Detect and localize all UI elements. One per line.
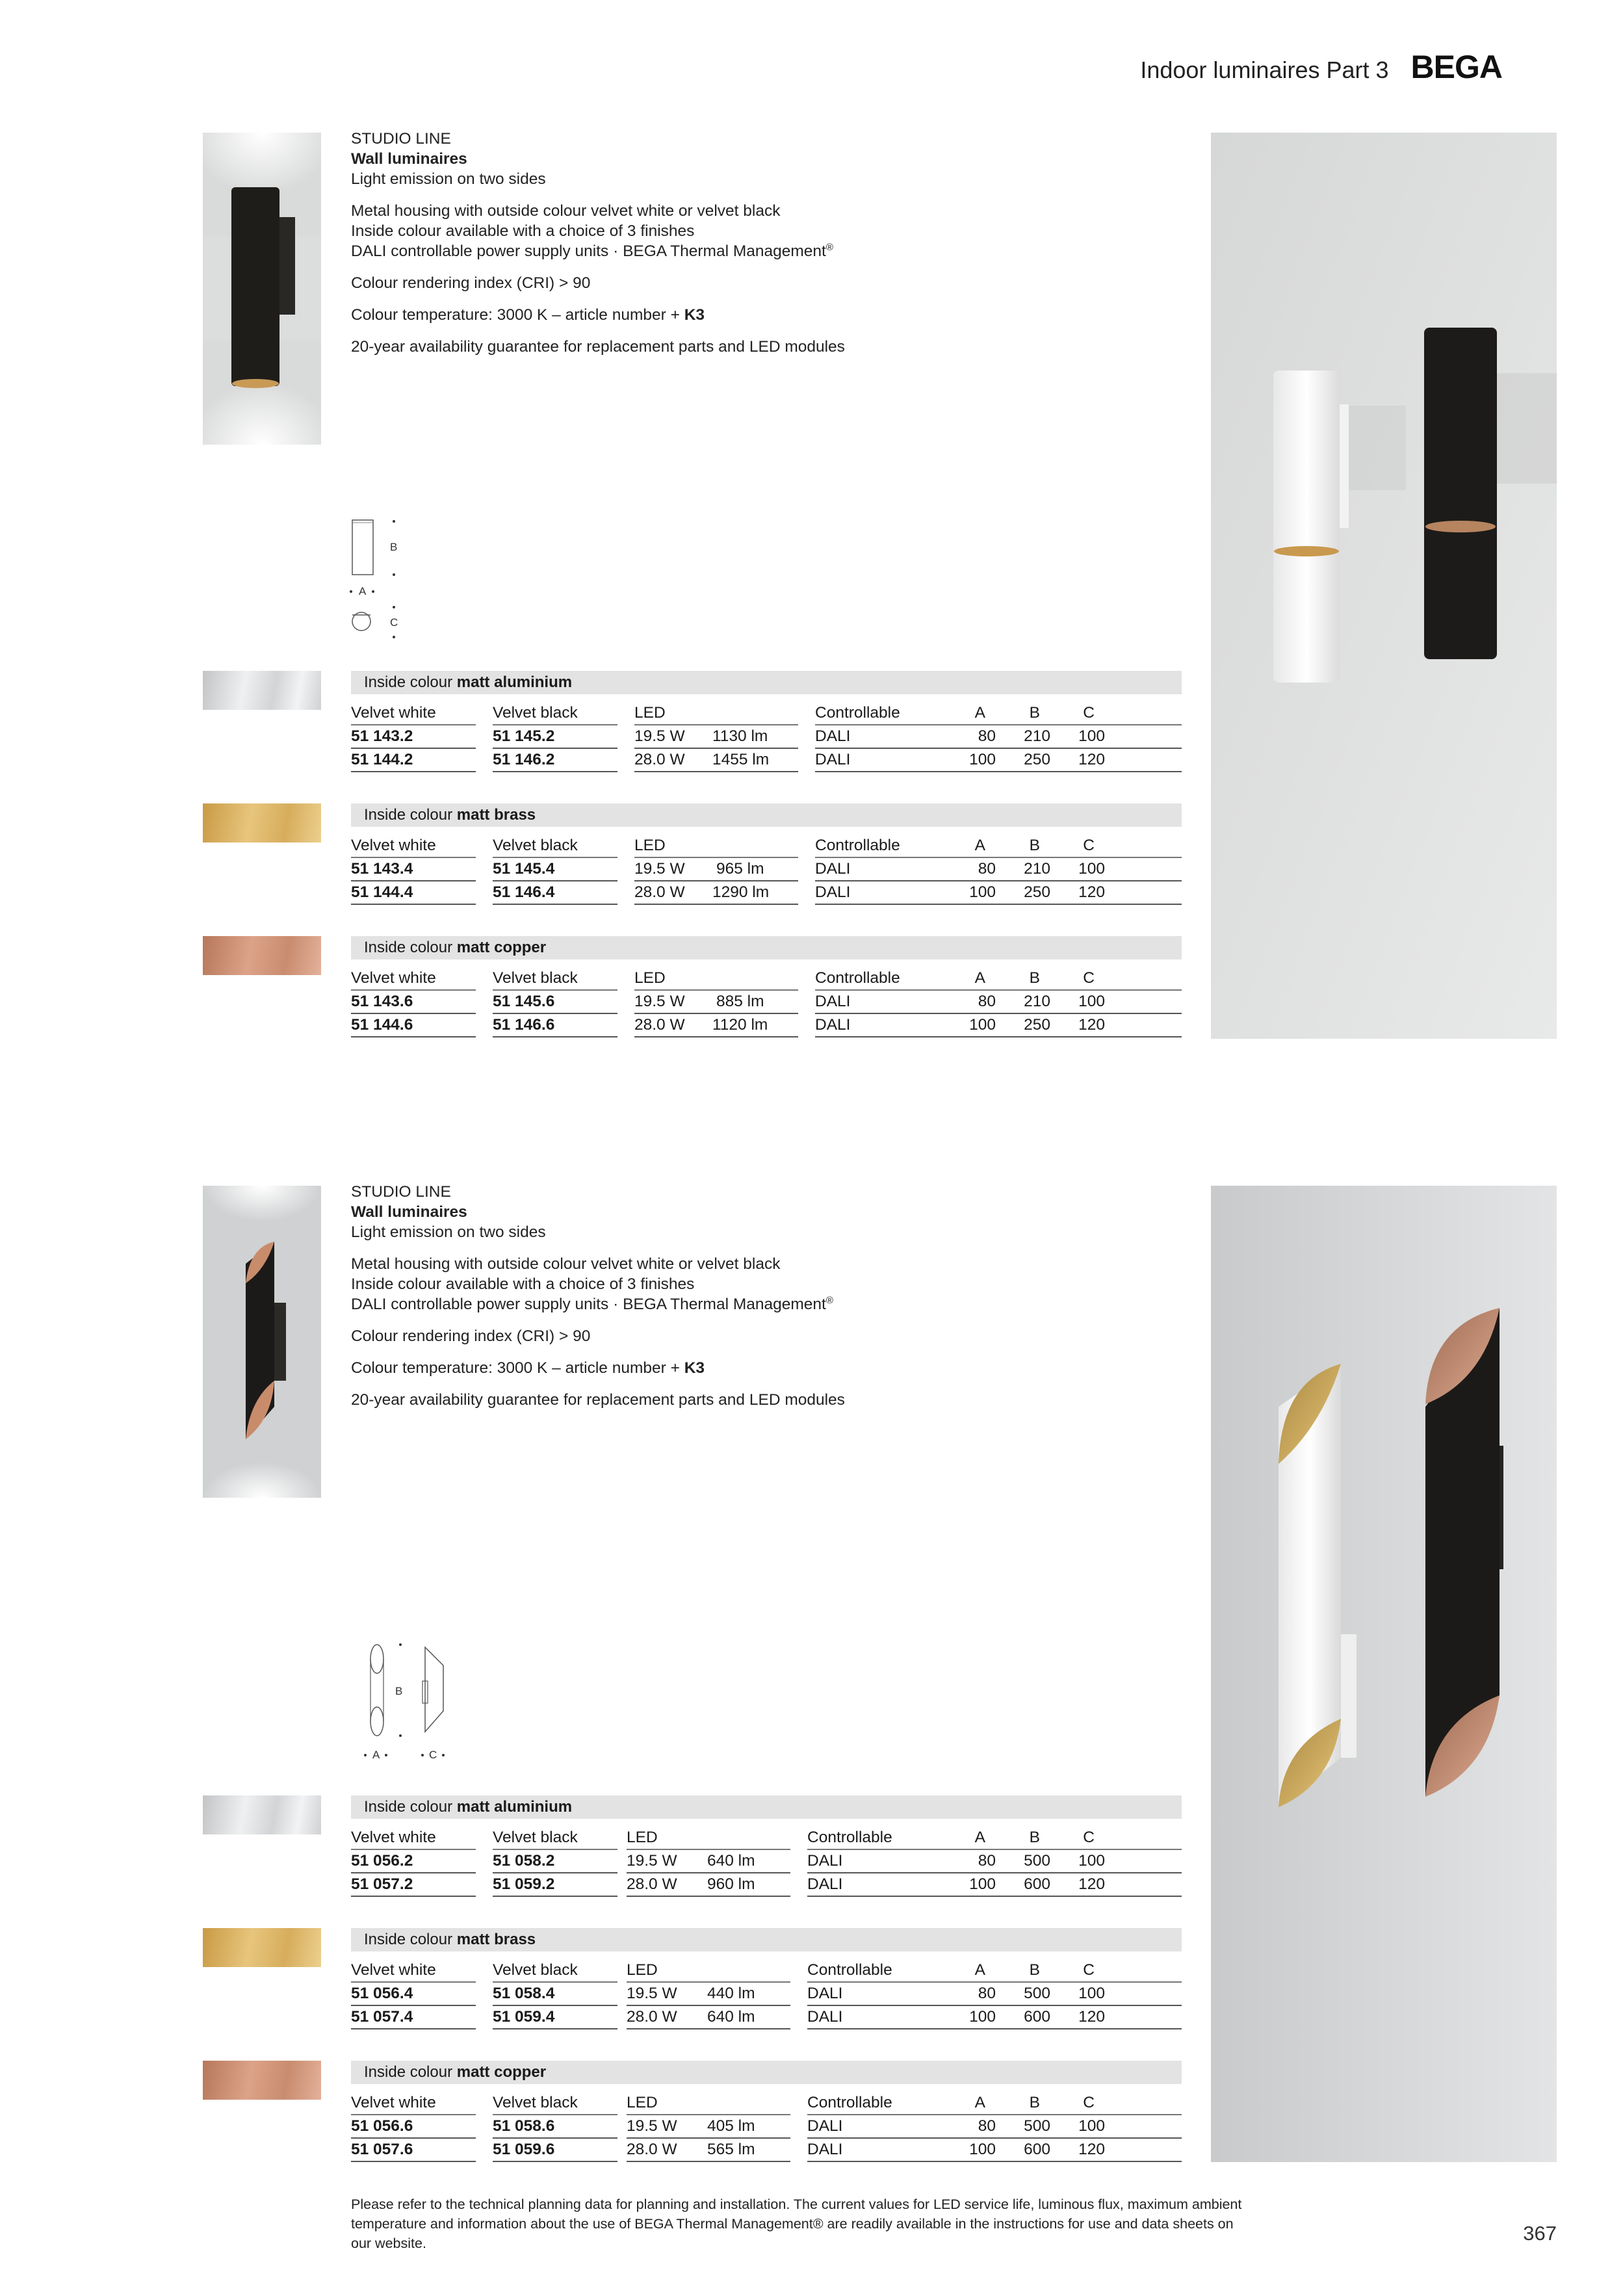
table-title-bar <box>351 1928 1182 1951</box>
desc-dali-text: DALI controllable power supply units · BEGA Thermal Management <box>351 1296 826 1313</box>
col-c: C <box>1083 969 1095 987</box>
table-row <box>351 881 1182 905</box>
wattage: 28.0 W <box>627 2008 677 2026</box>
col-led: LED <box>634 702 798 725</box>
finish-name: matt aluminium <box>456 1798 573 1816</box>
article-black: 51 058.2 <box>493 1850 617 1873</box>
dim-c: 100 <box>1078 2117 1105 2135</box>
inside-colour-label: Inside colour <box>364 673 457 691</box>
dim-a: 100 <box>969 883 996 901</box>
temp-code: K3 <box>684 306 705 324</box>
table-row <box>351 2115 1182 2139</box>
controllable: DALI <box>815 751 851 768</box>
col-c: C <box>1083 2094 1095 2111</box>
col-a: A <box>974 1961 985 1979</box>
col-b: B <box>1029 2094 1040 2111</box>
table-title-bar <box>351 2061 1182 2084</box>
wattage: 28.0 W <box>634 1016 685 1034</box>
col-a: A <box>974 969 985 987</box>
article-white: 51 056.4 <box>351 1983 476 2006</box>
page-header <box>1140 48 1502 86</box>
col-b: B <box>1029 837 1040 854</box>
dim-a: 100 <box>969 2141 996 2158</box>
colour-temperature-text: Colour temperature: 3000 K – article number + <box>351 306 684 324</box>
dim-b: 600 <box>1024 1875 1050 1893</box>
article-white: 51 144.2 <box>351 749 476 772</box>
swatch-matt-brass <box>203 1928 321 1967</box>
product-table <box>351 702 1182 772</box>
cri: Colour rendering index (CRI) > 90 <box>351 274 591 292</box>
table-row <box>351 1850 1182 1873</box>
col-velvet-white: Velvet white <box>351 967 476 991</box>
wattage: 28.0 W <box>627 2141 677 2158</box>
section-title: Indoor luminaires Part 3 <box>1140 57 1389 83</box>
dim-a: 80 <box>978 993 996 1010</box>
dim-a: 100 <box>969 1016 996 1034</box>
col-velvet-black: Velvet black <box>493 1959 617 1983</box>
table-row <box>351 1014 1182 1037</box>
controllable: DALI <box>807 1875 843 1893</box>
finish-name: matt aluminium <box>456 673 573 691</box>
dim-c: 120 <box>1078 2141 1105 2158</box>
article-black: 51 145.4 <box>493 858 617 881</box>
col-a: A <box>974 704 985 722</box>
swatch-matt-brass <box>203 803 321 842</box>
col-a: A <box>974 837 985 854</box>
dim-c-label: C <box>390 616 398 629</box>
article-black: 51 058.4 <box>493 1983 617 2006</box>
col-group <box>807 1959 1182 1983</box>
dim-c: 120 <box>1078 883 1105 901</box>
brand-logo: BEGA <box>1410 49 1502 85</box>
desc-dali-text: DALI controllable power supply units · BEGA Thermal Management <box>351 242 826 260</box>
dim-b: 250 <box>1024 883 1050 901</box>
colour-temperature-text: Colour temperature: 3000 K – article number + <box>351 1359 684 1377</box>
lumen: 565 lm <box>707 2141 755 2158</box>
dim-b: 600 <box>1024 2008 1050 2026</box>
table-row <box>351 725 1182 749</box>
dim-a: 100 <box>969 2008 996 2026</box>
lumen: 1130 lm <box>712 727 768 745</box>
product-table <box>351 1959 1182 2029</box>
col-velvet-white: Velvet white <box>351 1959 476 1983</box>
table-title-bar <box>351 803 1182 827</box>
table-row <box>351 2139 1182 2162</box>
product-1-thumbnail <box>203 133 321 445</box>
col-led: LED <box>634 835 798 858</box>
product-table <box>351 1827 1182 1897</box>
dim-a: 80 <box>978 1852 996 1870</box>
table-header-row <box>351 835 1182 858</box>
swatch-matt-copper <box>203 2061 321 2100</box>
finish-name: matt brass <box>456 1931 536 1948</box>
col-controllable: Controllable <box>807 2094 892 2111</box>
finish-name: matt brass <box>456 806 536 824</box>
controllable: DALI <box>807 1852 843 1870</box>
col-b: B <box>1029 1961 1040 1979</box>
col-a: A <box>974 1829 985 1846</box>
table-title-bar <box>351 936 1182 959</box>
guarantee: 20-year availability guarantee for replacement parts and LED modules <box>351 1391 845 1409</box>
col-group <box>807 2092 1182 2115</box>
wattage: 19.5 W <box>634 727 685 745</box>
controllable: DALI <box>807 2008 843 2026</box>
col-velvet-black: Velvet black <box>493 967 617 991</box>
temp-code: K3 <box>684 1359 705 1377</box>
dim-c: 120 <box>1078 2008 1105 2026</box>
table-title-bar <box>351 671 1182 694</box>
dim-c: 120 <box>1078 1016 1105 1034</box>
dim-b: 250 <box>1024 751 1050 768</box>
product-2-photo <box>1211 1186 1557 2162</box>
col-velvet-black: Velvet black <box>493 835 617 858</box>
table-row <box>351 858 1182 881</box>
wattage: 28.0 W <box>634 883 685 901</box>
controllable: DALI <box>807 2141 843 2158</box>
footer-note: Please refer to the technical planning data for planning and installation. The current values for LED service life, luminous flux, maximum ambient temperature and information about the use of BEGA Thermal Management® are readily available in the instructions for use and data sheets on our website. <box>351 2197 1242 2251</box>
dim-a: 80 <box>978 860 996 878</box>
col-controllable: Controllable <box>807 1829 892 1846</box>
lumen: 965 lm <box>716 860 764 878</box>
dim-b: 210 <box>1024 860 1050 878</box>
controllable: DALI <box>815 993 851 1010</box>
col-velvet-white: Velvet white <box>351 1827 476 1850</box>
product-table <box>351 835 1182 905</box>
article-black: 51 145.2 <box>493 725 617 749</box>
desc-dali <box>351 1294 845 1314</box>
article-white: 51 057.2 <box>351 1873 476 1897</box>
col-led: LED <box>627 1827 790 1850</box>
dim-b: 500 <box>1024 2117 1050 2135</box>
col-velvet-white: Velvet white <box>351 2092 476 2115</box>
table-row <box>351 1983 1182 2006</box>
table-header-row <box>351 967 1182 991</box>
dim-c: 100 <box>1078 860 1105 878</box>
lumen: 640 lm <box>707 1852 755 1870</box>
col-velvet-black: Velvet black <box>493 1827 617 1850</box>
desc-inside-colour: Inside colour available with a choice of 3 finishes <box>351 1275 695 1293</box>
dim-b: 210 <box>1024 993 1050 1010</box>
col-b: B <box>1029 969 1040 987</box>
cri: Colour rendering index (CRI) > 90 <box>351 1327 591 1345</box>
lumen: 960 lm <box>707 1875 755 1893</box>
desc-housing: Metal housing with outside colour velvet white or velvet black <box>351 1255 781 1273</box>
swatch-matt-copper <box>203 936 321 975</box>
col-a: A <box>974 2094 985 2111</box>
dim-b: 210 <box>1024 727 1050 745</box>
wattage: 19.5 W <box>627 1985 677 2002</box>
article-white: 51 057.6 <box>351 2139 476 2162</box>
dim-a: 100 <box>969 1875 996 1893</box>
col-group <box>815 967 1182 991</box>
lumen: 1455 lm <box>712 751 770 768</box>
col-velvet-white: Velvet white <box>351 702 476 725</box>
product-table <box>351 2092 1182 2162</box>
dim-b-label: B <box>395 1685 403 1697</box>
article-white: 51 144.4 <box>351 881 476 905</box>
dim-a: 100 <box>969 751 996 768</box>
article-black: 51 059.4 <box>493 2006 617 2029</box>
light-emission: Light emission on two sides <box>351 170 546 188</box>
col-controllable: Controllable <box>815 704 900 722</box>
dim-b: 600 <box>1024 2141 1050 2158</box>
col-c: C <box>1083 704 1095 722</box>
finish-name: matt copper <box>456 2063 547 2081</box>
col-led: LED <box>634 967 798 991</box>
article-white: 51 143.4 <box>351 858 476 881</box>
col-velvet-black: Velvet black <box>493 2092 617 2115</box>
dim-c: 100 <box>1078 1985 1105 2002</box>
product-1-dimension-drawing <box>348 517 400 641</box>
article-white: 51 056.2 <box>351 1850 476 1873</box>
article-black: 51 145.6 <box>493 991 617 1014</box>
col-velvet-black: Velvet black <box>493 702 617 725</box>
lumen: 405 lm <box>707 2117 755 2135</box>
dim-c: 120 <box>1078 1875 1105 1893</box>
dim-b: 250 <box>1024 1016 1050 1034</box>
product-table <box>351 967 1182 1037</box>
guarantee: 20-year availability guarantee for replacement parts and LED modules <box>351 338 845 356</box>
dim-b: 500 <box>1024 1985 1050 2002</box>
dim-c-label: C <box>429 1749 437 1761</box>
article-black: 51 059.6 <box>493 2139 617 2162</box>
wattage: 19.5 W <box>634 993 685 1010</box>
col-group <box>815 702 1182 725</box>
registered-mark: ® <box>825 1294 833 1306</box>
article-black: 51 058.6 <box>493 2115 617 2139</box>
colour-temperature <box>351 1358 845 1378</box>
product-1-description <box>351 129 845 357</box>
lumen: 440 lm <box>707 1985 755 2002</box>
light-emission: Light emission on two sides <box>351 1223 546 1241</box>
lumen: 1120 lm <box>712 1016 768 1034</box>
lumen: 1290 lm <box>712 883 770 901</box>
col-led: LED <box>627 1959 790 1983</box>
table-header-row <box>351 702 1182 725</box>
col-b: B <box>1029 704 1040 722</box>
inside-colour-label: Inside colour <box>364 1798 457 1816</box>
article-white: 51 143.6 <box>351 991 476 1014</box>
article-white: 51 143.2 <box>351 725 476 749</box>
table-header-row <box>351 2092 1182 2115</box>
dim-a: 80 <box>978 727 996 745</box>
col-c: C <box>1083 1961 1095 1979</box>
controllable: DALI <box>815 727 851 745</box>
product-line: STUDIO LINE <box>351 1183 451 1201</box>
desc-dali <box>351 241 845 261</box>
wattage: 28.0 W <box>627 1875 677 1893</box>
controllable: DALI <box>815 860 851 878</box>
wattage: 19.5 W <box>634 860 685 878</box>
swatch-matt-aluminium <box>203 1795 321 1834</box>
col-velvet-white: Velvet white <box>351 835 476 858</box>
product-2-description <box>351 1182 845 1410</box>
wattage: 28.0 W <box>634 751 685 768</box>
dim-a-label: A <box>359 585 367 597</box>
dim-c: 100 <box>1078 993 1105 1010</box>
dim-c: 100 <box>1078 1852 1105 1870</box>
col-group <box>815 835 1182 858</box>
dim-c: 100 <box>1078 727 1105 745</box>
product-1-photo <box>1211 133 1557 1039</box>
col-b: B <box>1029 1829 1040 1846</box>
col-c: C <box>1083 837 1095 854</box>
dim-a: 80 <box>978 2117 996 2135</box>
article-black: 51 146.6 <box>493 1014 617 1037</box>
lumen: 640 lm <box>707 2008 755 2026</box>
article-black: 51 059.2 <box>493 1873 617 1897</box>
controllable: DALI <box>815 1016 851 1034</box>
table-header-row <box>351 1827 1182 1850</box>
controllable: DALI <box>807 2117 843 2135</box>
inside-colour-label: Inside colour <box>364 806 457 824</box>
table-row <box>351 749 1182 772</box>
dim-b: 500 <box>1024 1852 1050 1870</box>
table-row <box>351 991 1182 1014</box>
col-c: C <box>1083 1829 1095 1846</box>
inside-colour-label: Inside colour <box>364 2063 457 2081</box>
table-title-bar <box>351 1795 1182 1819</box>
swatch-matt-aluminium <box>203 671 321 710</box>
col-led: LED <box>627 2092 790 2115</box>
article-black: 51 146.2 <box>493 749 617 772</box>
controllable: DALI <box>815 883 851 901</box>
registered-mark: ® <box>825 241 833 253</box>
wattage: 19.5 W <box>627 2117 677 2135</box>
product-line: STUDIO LINE <box>351 130 451 148</box>
product-type: Wall luminaires <box>351 150 467 168</box>
col-group <box>807 1827 1182 1850</box>
finish-name: matt copper <box>456 939 547 956</box>
product-2-dimension-drawing <box>361 1641 452 1760</box>
col-controllable: Controllable <box>807 1961 892 1979</box>
article-white: 51 057.4 <box>351 2006 476 2029</box>
table-header-row <box>351 1959 1182 1983</box>
article-white: 51 056.6 <box>351 2115 476 2139</box>
inside-colour-label: Inside colour <box>364 939 457 956</box>
article-white: 51 144.6 <box>351 1014 476 1037</box>
colour-temperature <box>351 305 845 325</box>
desc-housing: Metal housing with outside colour velvet white or velvet black <box>351 202 781 220</box>
table-row <box>351 2006 1182 2029</box>
inside-colour-label: Inside colour <box>364 1931 457 1948</box>
product-2-thumbnail <box>203 1186 321 1498</box>
page-number: 367 <box>1523 2222 1557 2245</box>
article-black: 51 146.4 <box>493 881 617 905</box>
product-type: Wall luminaires <box>351 1203 467 1221</box>
col-controllable: Controllable <box>815 837 900 854</box>
wattage: 19.5 W <box>627 1852 677 1870</box>
controllable: DALI <box>807 1985 843 2002</box>
col-controllable: Controllable <box>815 969 900 987</box>
lumen: 885 lm <box>716 993 764 1010</box>
dim-c: 120 <box>1078 751 1105 768</box>
dim-a: 80 <box>978 1985 996 2002</box>
desc-inside-colour: Inside colour available with a choice of 3 finishes <box>351 222 695 240</box>
table-row <box>351 1873 1182 1897</box>
dim-b-label: B <box>390 541 398 553</box>
dim-a-label: A <box>372 1749 380 1761</box>
